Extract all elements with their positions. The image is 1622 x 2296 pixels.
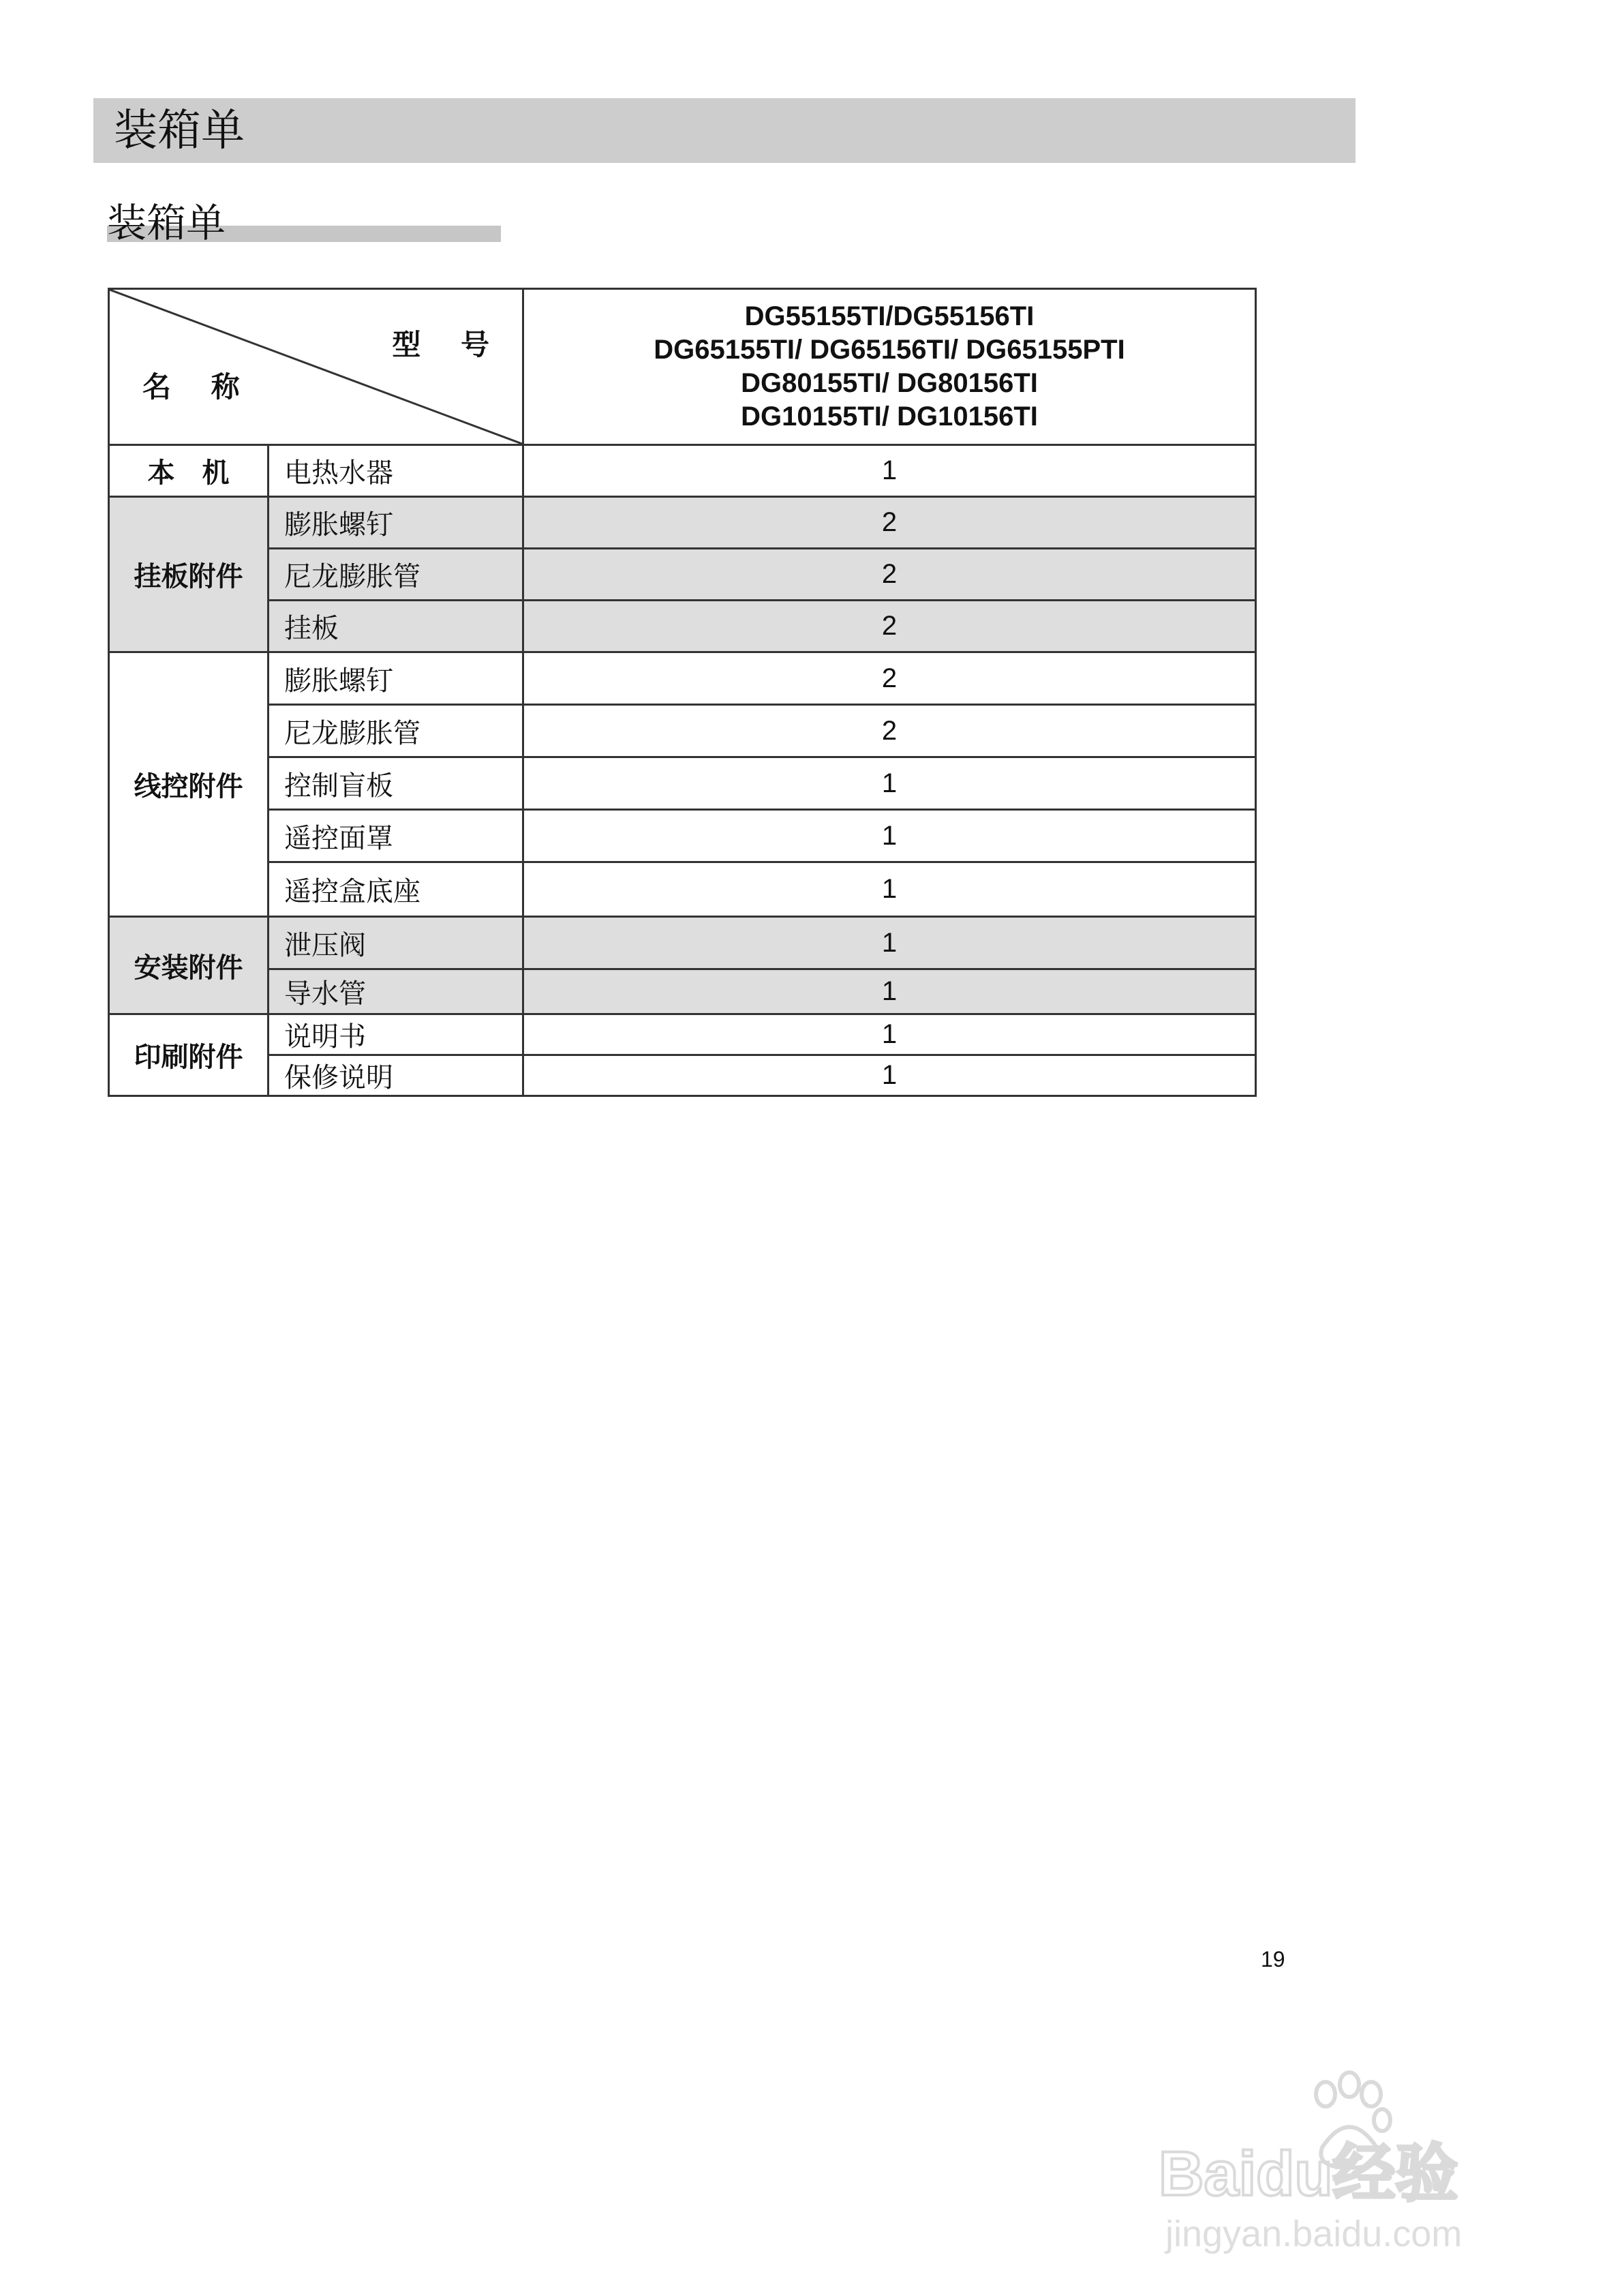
item-cell: 泄压阀 [269,917,523,969]
item-cell: 尼龙膨胀管 [269,705,523,757]
qty-cell: 1 [523,862,1256,917]
page-title: 装箱单 [114,106,245,156]
page-number: 19 [1261,1947,1285,1972]
header-diagonal-cell [109,289,523,445]
qty-cell: 1 [523,1014,1256,1055]
qty-cell: 2 [523,549,1256,601]
item-cell: 说明书 [269,1014,523,1055]
item-cell: 导水管 [269,969,523,1014]
table-row [109,705,1256,757]
category-cell: 本 机 [109,445,269,497]
item-cell: 膨胀螺钉 [269,497,523,549]
table-header-row [109,289,1256,445]
title-bar [93,98,1356,163]
qty-cell: 1 [523,757,1256,810]
item-cell: 遥控盒底座 [269,862,523,917]
qty-cell: 2 [523,497,1256,549]
section-title: 装箱单 [107,200,226,246]
qty-cell: 2 [523,601,1256,652]
qty-cell: 1 [523,810,1256,862]
category-cell: 挂板附件 [109,497,269,652]
table-row [109,1055,1256,1096]
category-cell: 印刷附件 [109,1014,269,1096]
table-row [109,601,1256,652]
item-cell: 保修说明 [269,1055,523,1096]
table-row [109,497,1256,549]
model-line: DG10155TI/ DG10156TI [741,402,1038,432]
qty-cell: 1 [523,1055,1256,1096]
watermark-brand: Baidu经验 [1159,2139,1458,2209]
table-row [109,445,1256,497]
model-line: DG55155TI/DG55156TI [744,301,1035,331]
qty-cell: 1 [523,917,1256,969]
qty-cell: 1 [523,969,1256,1014]
table-row [109,917,1256,969]
table-row [109,549,1256,601]
item-cell: 尼龙膨胀管 [269,549,523,601]
table-row [109,757,1256,810]
table-row [109,652,1256,705]
item-cell: 膨胀螺钉 [269,652,523,705]
watermark-url: jingyan.baidu.com [1165,2214,1463,2254]
model-line: DG65155TI/ DG65156TI/ DG65155PTI [654,335,1125,365]
item-cell: 挂板 [269,601,523,652]
table-row [109,1014,1256,1055]
qty-cell: 1 [523,445,1256,497]
model-line: DG80155TI/ DG80156TI [741,368,1038,398]
table-row [109,862,1256,917]
baidu-watermark-logo [1152,2052,1533,2256]
category-cell: 线控附件 [109,652,269,917]
table-row [109,810,1256,862]
category-cell: 安装附件 [109,917,269,1014]
header-name-label: 名 称 [142,370,255,404]
qty-cell: 2 [523,705,1256,757]
packing-list-table [108,288,1257,1097]
item-cell: 控制盲板 [269,757,523,810]
table-row [109,969,1256,1014]
header-models-cell [523,289,1256,445]
qty-cell: 2 [523,652,1256,705]
item-cell: 遥控面罩 [269,810,523,862]
header-type-label: 型 号 [392,328,504,361]
item-cell: 电热水器 [269,445,523,497]
